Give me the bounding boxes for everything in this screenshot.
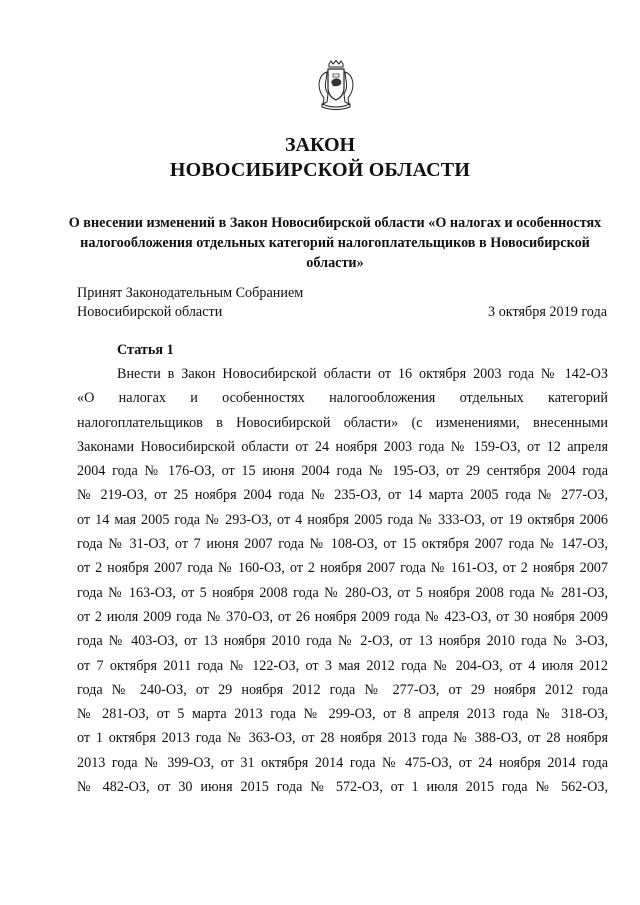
adoption-block bbox=[77, 284, 607, 322]
law-region-title: НОВОСИБИРСКОЙ ОБЛАСТИ bbox=[169, 159, 471, 181]
article-line: 2004 года № 176-ОЗ, от 15 июня 2004 года № 195-ОЗ, от 29 сентября 2004 года bbox=[77, 463, 608, 480]
article-line: года № 31-ОЗ, от 7 июня 2007 года № 108-ОЗ, от 15 октября 2007 года № 147-ОЗ, bbox=[77, 536, 608, 553]
article-line: года № 163-ОЗ, от 5 ноября 2008 года № 280-ОЗ, от 5 ноября 2008 года № 281-ОЗ, bbox=[77, 584, 608, 601]
article-line: № 482-ОЗ, от 30 июня 2015 года № 572-ОЗ, от 1 июля 2015 года № 562-ОЗ, bbox=[77, 779, 608, 796]
article-line: от 14 мая 2005 года № 293-ОЗ, от 4 ноября 2005 года № 333-ОЗ, от 19 октября 2006 bbox=[77, 511, 608, 528]
adoption-row-1 bbox=[77, 284, 607, 303]
law-title: ЗАКОН bbox=[284, 134, 356, 156]
adoption-row-2 bbox=[77, 303, 607, 322]
law-subtitle: О внесении изменений в Закон Новосибирской области «О налогах и особенностях налогообложения отдельных категорий налогоплательщиков в Новосибирской области» bbox=[68, 215, 602, 271]
article-heading: Статья 1 bbox=[117, 342, 174, 358]
article-line: от 2 июля 2009 года № 370-ОЗ, от 26 ноября 2009 года № 423-ОЗ, от 30 ноября 2009 bbox=[77, 608, 608, 625]
adoption-date: 3 октября 2019 года bbox=[488, 304, 607, 320]
article-line: Внести в Закон Новосибирской области от 16 октября 2003 года № 142-ОЗ bbox=[117, 366, 608, 382]
article-line: от 7 октября 2011 года № 122-ОЗ, от 3 мая 2012 года № 204-ОЗ, от 4 июля 2012 bbox=[77, 657, 608, 674]
article-body bbox=[77, 362, 608, 799]
article-line: Законами Новосибирской области от 24 ноября 2003 года № 159-ОЗ, от 12 апреля bbox=[77, 438, 608, 455]
coat-of-arms-icon bbox=[315, 60, 357, 112]
article-line: № 219-ОЗ, от 25 ноября 2004 года № 235-ОЗ, от 14 марта 2005 года № 277-ОЗ, bbox=[77, 487, 608, 504]
article-line: № 281-ОЗ, от 5 марта 2013 года № 299-ОЗ, от 8 апреля 2013 года № 318-ОЗ, bbox=[77, 706, 608, 723]
article-line: 2013 года № 399-ОЗ, от 31 октября 2014 года № 475-ОЗ, от 24 ноября 2014 года bbox=[77, 754, 608, 771]
adoption-body-line2: Новосибирской области bbox=[77, 304, 223, 320]
article-line: от 1 октября 2013 года № 363-ОЗ, от 28 ноября 2013 года № 388-ОЗ, от 28 ноября bbox=[77, 730, 608, 747]
article-line: года № 403-ОЗ, от 13 ноября 2010 года № 2-ОЗ, от 13 ноября 2010 года № 3-ОЗ, bbox=[77, 633, 608, 650]
adoption-body-line1: Принят Законодательным Собранием bbox=[77, 285, 304, 301]
article-line: «О налогах и особенностях налогообложения отдельных категорий bbox=[77, 390, 608, 407]
article-line: от 2 ноября 2007 года № 160-ОЗ, от 2 ноября 2007 года № 161-ОЗ, от 2 ноября 2007 bbox=[77, 560, 608, 577]
article-line: года № 240-ОЗ, от 29 ноября 2012 года № 277-ОЗ, от 29 ноября 2012 года bbox=[77, 681, 608, 698]
article-line: налогоплательщиков в Новосибирской области» (с изменениями, внесенными bbox=[77, 414, 608, 431]
